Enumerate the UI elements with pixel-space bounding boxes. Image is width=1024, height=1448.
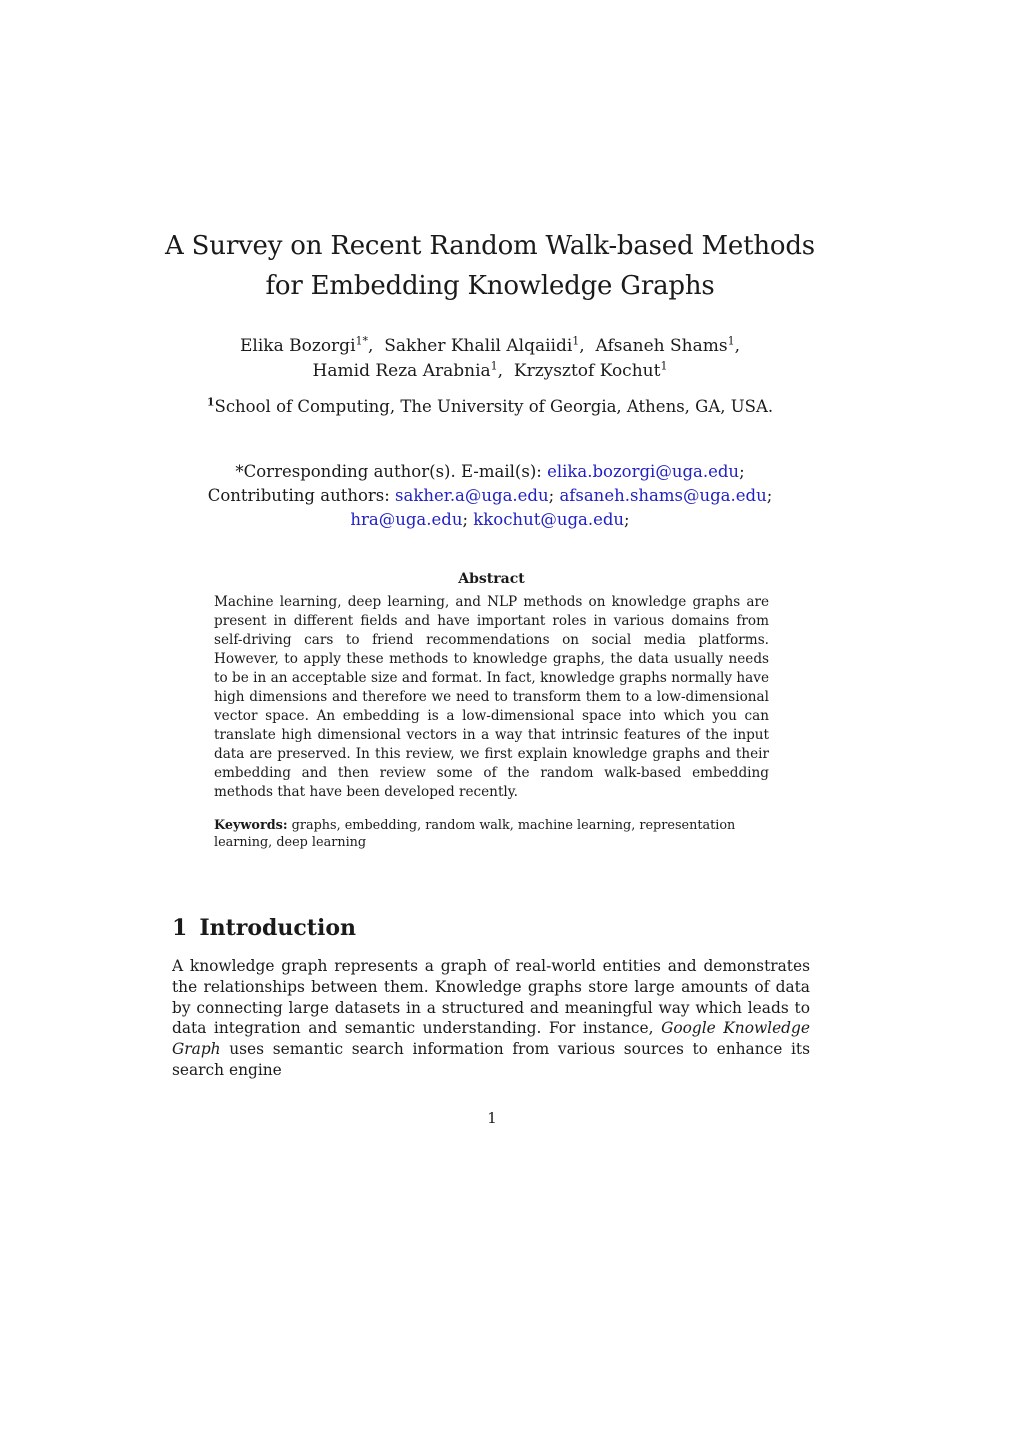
contributing-prefix: Contributing authors: — [207, 486, 396, 505]
section-title: Introduction — [199, 915, 356, 941]
intro-text-continued: uses semantic search information from various sources to enhance its search engine — [172, 1040, 810, 1079]
affiliation — [140, 396, 840, 418]
author-name: Krzysztof Kochut — [513, 361, 661, 381]
title-line-1: A Survey on Recent Random Walk-based Methods — [165, 231, 815, 261]
author-name: Elika Bozorgi — [240, 336, 356, 356]
section-heading — [172, 911, 356, 945]
keywords-text: graphs, embedding, random walk, machine learning, representation learning, deep learning — [214, 818, 736, 850]
author-name: Sakher Khalil Alqaiidi — [384, 336, 573, 356]
paper-title — [140, 226, 840, 306]
corresponding-prefix: *Corresponding author(s). E-mail(s): — [235, 462, 548, 481]
author-mark: 1 — [660, 359, 668, 373]
author-mark: 1* — [355, 334, 369, 348]
keywords-label: Keywords: — [214, 818, 288, 833]
email-link[interactable]: kkochut@uga.edu — [473, 510, 625, 529]
author-mark: 1 — [727, 334, 735, 348]
author-mark: 1 — [572, 334, 580, 348]
author-list: Elika Bozorgi$^{1*}$, Sakher Khalil Alqaiidi$^1$, Afsaneh Shams$^1$, Hamid Reza Arabnia$^1$, Krzysztof Kochut$^1$ — [240, 334, 740, 381]
email-link[interactable]: elika.bozorgi@uga.edu — [547, 462, 740, 481]
page-number: 1 — [487, 1109, 497, 1127]
intro-emphasis: Google Knowledge Graph — [172, 1019, 810, 1059]
author-mark: 1 — [490, 359, 498, 373]
correspondence-block: *Corresponding author(s). E-mail(s): elika.bozorgi@uga.edu; Contributing authors: sakher.a@uga.edu; afsaneh.shams@uga.edu; hra@uga.edu; kkochut@uga.edu; — [207, 462, 773, 529]
abstract-heading: Abstract — [458, 571, 525, 587]
intro-text: A knowledge graph represents a graph of real-world entities and demonstrates the relationships between them. Knowledge graphs store large amounts of data by connecting large datasets in a structured and meaningful way which leads to data integration and semantic understanding. For instance, — [172, 957, 810, 1038]
section-number: 1 — [172, 915, 188, 941]
author-name: Hamid Reza Arabnia — [312, 361, 491, 381]
affiliation-text: School of Computing, The University of Georgia, Athens, GA, USA. — [214, 397, 774, 416]
title-line-2: for Embedding Knowledge Graphs — [265, 271, 715, 301]
email-link[interactable]: hra@uga.edu — [350, 510, 463, 529]
email-link[interactable]: afsaneh.shams@uga.edu — [559, 486, 767, 505]
abstract-text: Machine learning, deep learning, and NLP methods on knowledge graphs are present in different fields and have important roles in various domains from self-driving cars to friend recommendations on social media platforms. However, to apply these methods to knowledge graphs, the data usually needs to be in an acceptable size and format. In fact, knowledge graphs normally have high dimensions and therefore we need to transform them to a low-dimensional vector space. An embedding is a low-dimensional space into which you can translate high dimensional vectors in a way that intrinsic features of the input data are preserved. In this review, we first explain knowledge graphs and their embedding and then review some of the random walk-based embedding methods that have been developed recently. — [214, 594, 769, 800]
introduction-paragraph — [172, 956, 810, 1081]
email-link[interactable]: sakher.a@uga.edu — [395, 486, 549, 505]
keywords — [214, 817, 769, 851]
affiliation-mark: 1 — [206, 395, 215, 409]
author-name: Afsaneh Shams — [595, 336, 728, 356]
